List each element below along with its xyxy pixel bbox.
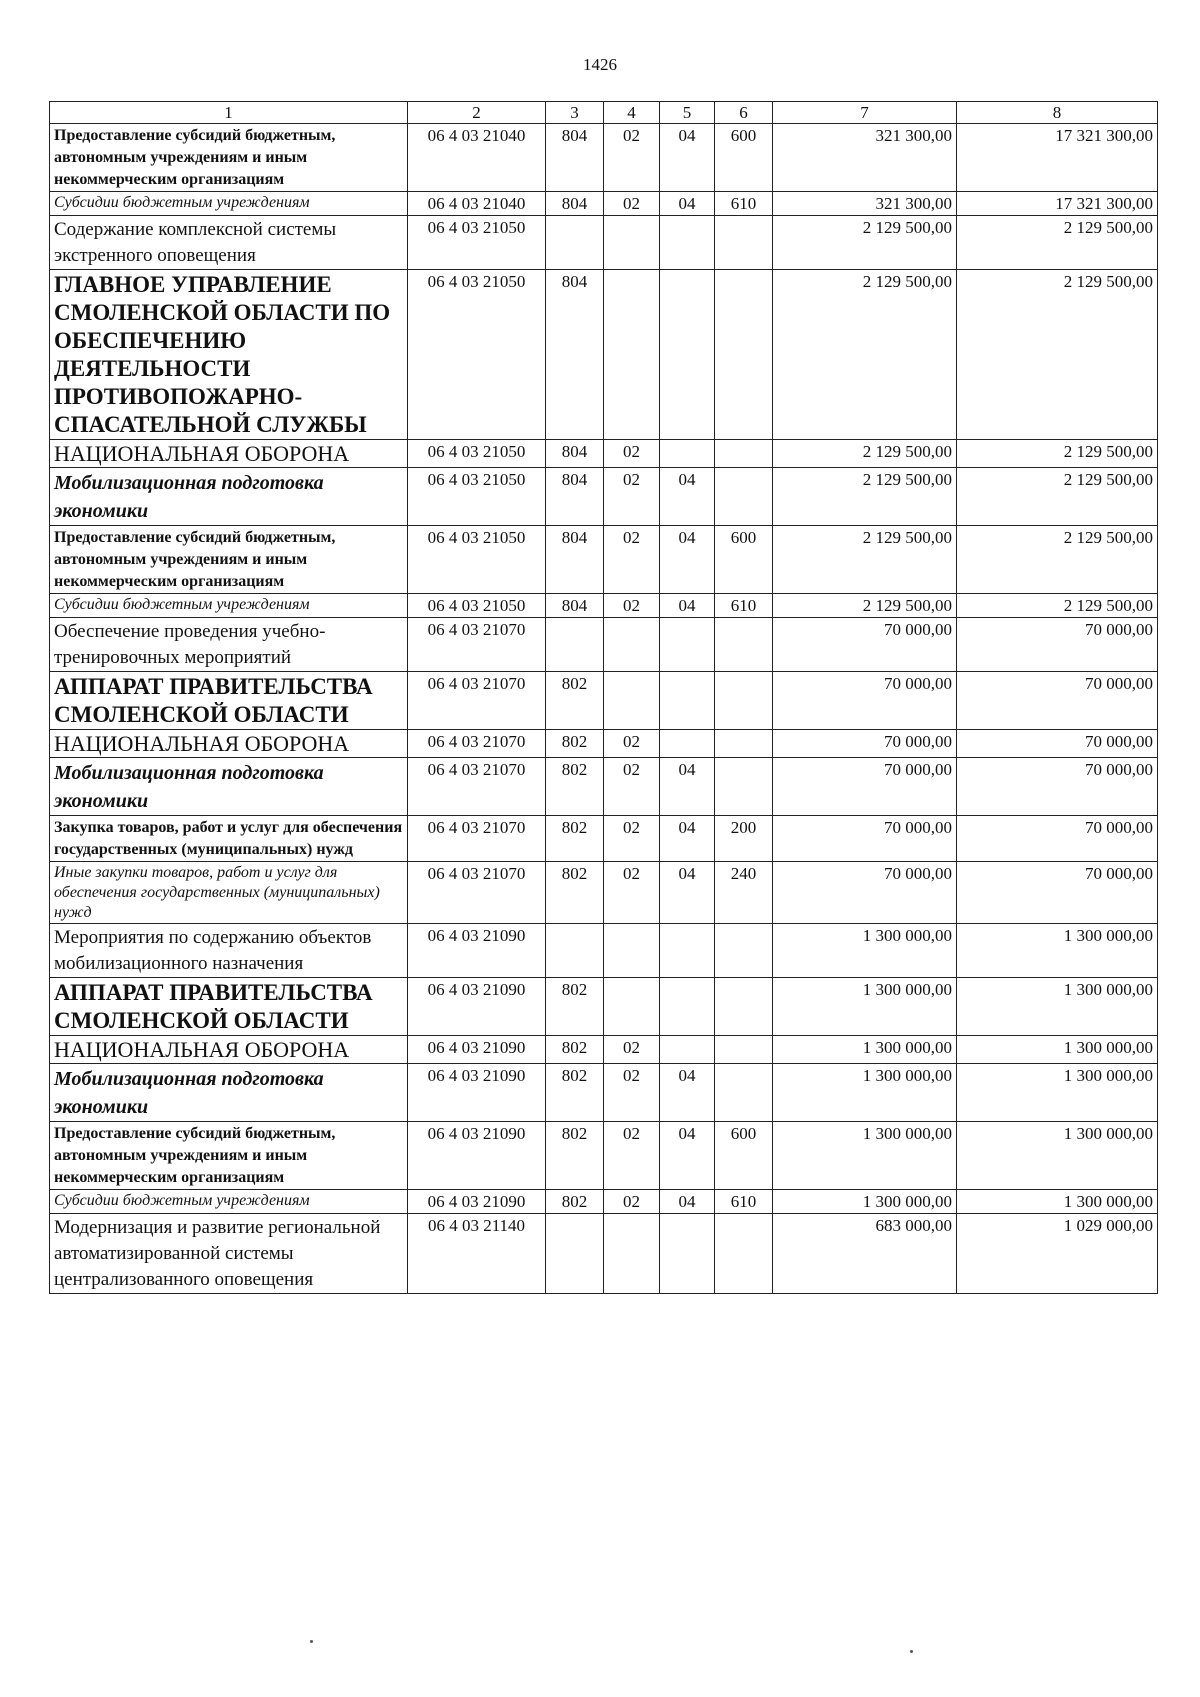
row-col4-cell	[604, 924, 660, 978]
scan-speck	[310, 1640, 313, 1643]
row-amount-col7-cell: 70 000,00	[773, 730, 957, 758]
row-col3-cell: 802	[546, 1122, 604, 1190]
row-col6-cell	[715, 730, 773, 758]
row-col6-cell	[715, 468, 773, 526]
row-amount-col8-cell: 70 000,00	[957, 758, 1158, 816]
row-col5-cell	[660, 978, 715, 1036]
row-col3-cell: 802	[546, 730, 604, 758]
row-col5-cell: 04	[660, 192, 715, 216]
table-row	[50, 526, 1158, 594]
row-amount-col8-cell: 1 029 000,00	[957, 1214, 1158, 1294]
row-col6-cell: 610	[715, 1190, 773, 1214]
row-name-cell: Модернизация и развитие региональной автоматизированной системы централизованного оповещения	[50, 1214, 408, 1294]
row-name-cell: Мобилизационная подготовка экономики	[50, 758, 408, 816]
row-code-cell: 06 4 03 21090	[408, 924, 546, 978]
row-col4-cell	[604, 270, 660, 440]
row-col3-cell: 804	[546, 594, 604, 618]
row-amount-col7-cell: 70 000,00	[773, 758, 957, 816]
row-code-cell: 06 4 03 21050	[408, 216, 546, 270]
row-amount-col8-cell: 1 300 000,00	[957, 924, 1158, 978]
row-col4-cell: 02	[604, 124, 660, 192]
row-amount-col7-cell: 683 000,00	[773, 1214, 957, 1294]
row-code-cell: 06 4 03 21140	[408, 1214, 546, 1294]
row-amount-col7-cell: 321 300,00	[773, 124, 957, 192]
row-name-cell: Субсидии бюджетным учреждениям	[50, 1190, 408, 1214]
row-amount-col8-cell: 2 129 500,00	[957, 216, 1158, 270]
header-row	[50, 102, 1158, 124]
row-col3-cell: 804	[546, 270, 604, 440]
row-name-cell: Мобилизационная подготовка экономики	[50, 468, 408, 526]
table-row	[50, 124, 1158, 192]
row-amount-col8-cell: 70 000,00	[957, 672, 1158, 730]
row-col6-cell: 600	[715, 526, 773, 594]
row-col4-cell: 02	[604, 758, 660, 816]
row-col6-cell	[715, 758, 773, 816]
row-code-cell: 06 4 03 21050	[408, 440, 546, 468]
row-amount-col8-cell: 70 000,00	[957, 816, 1158, 862]
row-name-cell: Обеспечение проведения учебно-тренировочных мероприятий	[50, 618, 408, 672]
table-row	[50, 1036, 1158, 1064]
table-row	[50, 1214, 1158, 1294]
row-col6-cell	[715, 672, 773, 730]
row-col6-cell	[715, 440, 773, 468]
row-amount-col8-cell: 2 129 500,00	[957, 526, 1158, 594]
row-col3-cell: 802	[546, 758, 604, 816]
table-row	[50, 816, 1158, 862]
row-col4-cell: 02	[604, 1064, 660, 1122]
column-header: 8	[957, 102, 1158, 124]
row-col4-cell: 02	[604, 1190, 660, 1214]
row-col5-cell	[660, 440, 715, 468]
row-amount-col8-cell: 1 300 000,00	[957, 1190, 1158, 1214]
row-col5-cell	[660, 1036, 715, 1064]
row-col4-cell: 02	[604, 1122, 660, 1190]
row-col5-cell	[660, 924, 715, 978]
row-name-cell: Субсидии бюджетным учреждениям	[50, 594, 408, 618]
row-amount-col8-cell: 1 300 000,00	[957, 1036, 1158, 1064]
row-name-cell: АППАРАТ ПРАВИТЕЛЬСТВА СМОЛЕНСКОЙ ОБЛАСТИ	[50, 672, 408, 730]
row-amount-col8-cell: 2 129 500,00	[957, 270, 1158, 440]
row-col6-cell	[715, 1036, 773, 1064]
row-name-cell: Субсидии бюджетным учреждениям	[50, 192, 408, 216]
row-code-cell: 06 4 03 21090	[408, 978, 546, 1036]
row-col5-cell: 04	[660, 758, 715, 816]
row-amount-col8-cell: 2 129 500,00	[957, 440, 1158, 468]
row-col4-cell: 02	[604, 440, 660, 468]
row-col3-cell: 802	[546, 978, 604, 1036]
row-col3-cell	[546, 924, 604, 978]
row-col3-cell: 804	[546, 440, 604, 468]
row-col5-cell: 04	[660, 1190, 715, 1214]
row-col4-cell	[604, 978, 660, 1036]
row-col3-cell: 802	[546, 1064, 604, 1122]
row-col4-cell: 02	[604, 862, 660, 924]
row-code-cell: 06 4 03 21090	[408, 1036, 546, 1064]
table-row	[50, 730, 1158, 758]
row-col6-cell: 600	[715, 124, 773, 192]
row-name-cell: НАЦИОНАЛЬНАЯ ОБОРОНА	[50, 1036, 408, 1064]
row-col5-cell	[660, 270, 715, 440]
column-header: 5	[660, 102, 715, 124]
table-row	[50, 672, 1158, 730]
column-header: 4	[604, 102, 660, 124]
row-amount-col7-cell: 70 000,00	[773, 672, 957, 730]
row-col5-cell	[660, 216, 715, 270]
row-col4-cell: 02	[604, 1036, 660, 1064]
row-name-cell: НАЦИОНАЛЬНАЯ ОБОРОНА	[50, 440, 408, 468]
row-amount-col8-cell: 1 300 000,00	[957, 1064, 1158, 1122]
row-col6-cell	[715, 978, 773, 1036]
table-row	[50, 758, 1158, 816]
column-header: 2	[408, 102, 546, 124]
table-row	[50, 1122, 1158, 1190]
row-amount-col8-cell: 70 000,00	[957, 862, 1158, 924]
row-amount-col8-cell: 17 321 300,00	[957, 192, 1158, 216]
row-col6-cell	[715, 1214, 773, 1294]
row-amount-col7-cell: 2 129 500,00	[773, 594, 957, 618]
row-name-cell: Предоставление субсидий бюджетным, автономным учреждениям и иным некоммерческим организациям	[50, 526, 408, 594]
row-col5-cell	[660, 730, 715, 758]
table-row	[50, 924, 1158, 978]
row-amount-col7-cell: 70 000,00	[773, 816, 957, 862]
row-col5-cell	[660, 1214, 715, 1294]
row-amount-col7-cell: 1 300 000,00	[773, 978, 957, 1036]
row-col4-cell	[604, 1214, 660, 1294]
row-col3-cell: 802	[546, 672, 604, 730]
row-col6-cell: 240	[715, 862, 773, 924]
row-amount-col8-cell: 2 129 500,00	[957, 594, 1158, 618]
budget-table	[49, 101, 1158, 1294]
row-name-cell: Предоставление субсидий бюджетным, автономным учреждениям и иным некоммерческим организациям	[50, 124, 408, 192]
row-code-cell: 06 4 03 21040	[408, 192, 546, 216]
row-col6-cell: 610	[715, 594, 773, 618]
row-code-cell: 06 4 03 21070	[408, 758, 546, 816]
page-number: 1426	[583, 55, 617, 74]
column-header: 6	[715, 102, 773, 124]
row-col6-cell	[715, 270, 773, 440]
row-code-cell: 06 4 03 21070	[408, 672, 546, 730]
row-amount-col7-cell: 2 129 500,00	[773, 270, 957, 440]
row-amount-col7-cell: 70 000,00	[773, 618, 957, 672]
row-amount-col7-cell: 1 300 000,00	[773, 1064, 957, 1122]
row-amount-col8-cell: 1 300 000,00	[957, 1122, 1158, 1190]
table-row	[50, 1064, 1158, 1122]
row-col3-cell: 804	[546, 468, 604, 526]
row-col4-cell	[604, 216, 660, 270]
row-col3-cell: 802	[546, 1190, 604, 1214]
row-col5-cell: 04	[660, 862, 715, 924]
row-col3-cell: 804	[546, 192, 604, 216]
row-col5-cell: 04	[660, 468, 715, 526]
row-col6-cell	[715, 618, 773, 672]
row-col6-cell: 200	[715, 816, 773, 862]
row-col4-cell	[604, 672, 660, 730]
row-name-cell: НАЦИОНАЛЬНАЯ ОБОРОНА	[50, 730, 408, 758]
table-row	[50, 468, 1158, 526]
row-col4-cell: 02	[604, 192, 660, 216]
row-name-cell: Закупка товаров, работ и услуг для обеспечения государственных (муниципальных) нужд	[50, 816, 408, 862]
row-col3-cell: 802	[546, 1036, 604, 1064]
row-col4-cell: 02	[604, 730, 660, 758]
column-header: 1	[50, 102, 408, 124]
row-col3-cell: 804	[546, 526, 604, 594]
row-col3-cell: 804	[546, 124, 604, 192]
row-col5-cell	[660, 618, 715, 672]
row-col6-cell: 610	[715, 192, 773, 216]
table-row	[50, 1190, 1158, 1214]
row-col4-cell: 02	[604, 594, 660, 618]
row-amount-col8-cell: 70 000,00	[957, 730, 1158, 758]
scan-speck	[910, 1650, 913, 1653]
row-code-cell: 06 4 03 21070	[408, 618, 546, 672]
table-row	[50, 192, 1158, 216]
row-name-cell: Иные закупки товаров, работ и услуг для обеспечения государственных (муниципальных) нужд	[50, 862, 408, 924]
row-code-cell: 06 4 03 21050	[408, 270, 546, 440]
row-col5-cell: 04	[660, 526, 715, 594]
row-name-cell: АППАРАТ ПРАВИТЕЛЬСТВА СМОЛЕНСКОЙ ОБЛАСТИ	[50, 978, 408, 1036]
row-col5-cell	[660, 672, 715, 730]
column-header: 7	[773, 102, 957, 124]
row-amount-col8-cell: 1 300 000,00	[957, 978, 1158, 1036]
row-name-cell: Предоставление субсидий бюджетным, автономным учреждениям и иным некоммерческим организациям	[50, 1122, 408, 1190]
row-col5-cell: 04	[660, 1064, 715, 1122]
row-col6-cell: 600	[715, 1122, 773, 1190]
row-amount-col8-cell: 2 129 500,00	[957, 468, 1158, 526]
table-row	[50, 862, 1158, 924]
table-row	[50, 440, 1158, 468]
table-row	[50, 594, 1158, 618]
row-code-cell: 06 4 03 21070	[408, 862, 546, 924]
row-col3-cell: 802	[546, 816, 604, 862]
table-row	[50, 270, 1158, 440]
row-amount-col7-cell: 2 129 500,00	[773, 526, 957, 594]
row-amount-col7-cell: 2 129 500,00	[773, 440, 957, 468]
row-amount-col7-cell: 1 300 000,00	[773, 1036, 957, 1064]
row-amount-col7-cell: 1 300 000,00	[773, 924, 957, 978]
table-row	[50, 618, 1158, 672]
row-name-cell: ГЛАВНОЕ УПРАВЛЕНИЕ СМОЛЕНСКОЙ ОБЛАСТИ ПО ОБЕСПЕЧЕНИЮ ДЕЯТЕЛЬНОСТИ ПРОТИВОПОЖАРНО-СПАСАТЕЛЬНОЙ СЛУЖБЫ	[50, 270, 408, 440]
row-col4-cell: 02	[604, 468, 660, 526]
row-name-cell: Содержание комплексной системы экстренного оповещения	[50, 216, 408, 270]
table-row	[50, 216, 1158, 270]
row-col3-cell	[546, 618, 604, 672]
row-col3-cell: 802	[546, 862, 604, 924]
row-code-cell: 06 4 03 21090	[408, 1190, 546, 1214]
row-col5-cell: 04	[660, 594, 715, 618]
row-name-cell: Мобилизационная подготовка экономики	[50, 1064, 408, 1122]
row-col6-cell	[715, 924, 773, 978]
row-col5-cell: 04	[660, 124, 715, 192]
row-code-cell: 06 4 03 21070	[408, 730, 546, 758]
row-code-cell: 06 4 03 21090	[408, 1122, 546, 1190]
row-col6-cell	[715, 216, 773, 270]
row-amount-col7-cell: 1 300 000,00	[773, 1190, 957, 1214]
row-code-cell: 06 4 03 21050	[408, 594, 546, 618]
row-amount-col7-cell: 321 300,00	[773, 192, 957, 216]
row-amount-col8-cell: 70 000,00	[957, 618, 1158, 672]
table-body	[50, 124, 1158, 1294]
row-name-cell: Мероприятия по содержанию объектов мобилизационного назначения	[50, 924, 408, 978]
row-code-cell: 06 4 03 21070	[408, 816, 546, 862]
row-code-cell: 06 4 03 21040	[408, 124, 546, 192]
row-col3-cell	[546, 216, 604, 270]
row-amount-col7-cell: 2 129 500,00	[773, 216, 957, 270]
row-code-cell: 06 4 03 21050	[408, 468, 546, 526]
budget-table-container	[49, 101, 1157, 1294]
row-col5-cell: 04	[660, 816, 715, 862]
row-amount-col7-cell: 2 129 500,00	[773, 468, 957, 526]
row-col6-cell	[715, 1064, 773, 1122]
row-code-cell: 06 4 03 21090	[408, 1064, 546, 1122]
row-code-cell: 06 4 03 21050	[408, 526, 546, 594]
row-amount-col8-cell: 17 321 300,00	[957, 124, 1158, 192]
row-col5-cell: 04	[660, 1122, 715, 1190]
row-col4-cell: 02	[604, 816, 660, 862]
column-header: 3	[546, 102, 604, 124]
row-col4-cell: 02	[604, 526, 660, 594]
row-amount-col7-cell: 1 300 000,00	[773, 1122, 957, 1190]
row-col3-cell	[546, 1214, 604, 1294]
row-col4-cell	[604, 618, 660, 672]
row-amount-col7-cell: 70 000,00	[773, 862, 957, 924]
table-row	[50, 978, 1158, 1036]
